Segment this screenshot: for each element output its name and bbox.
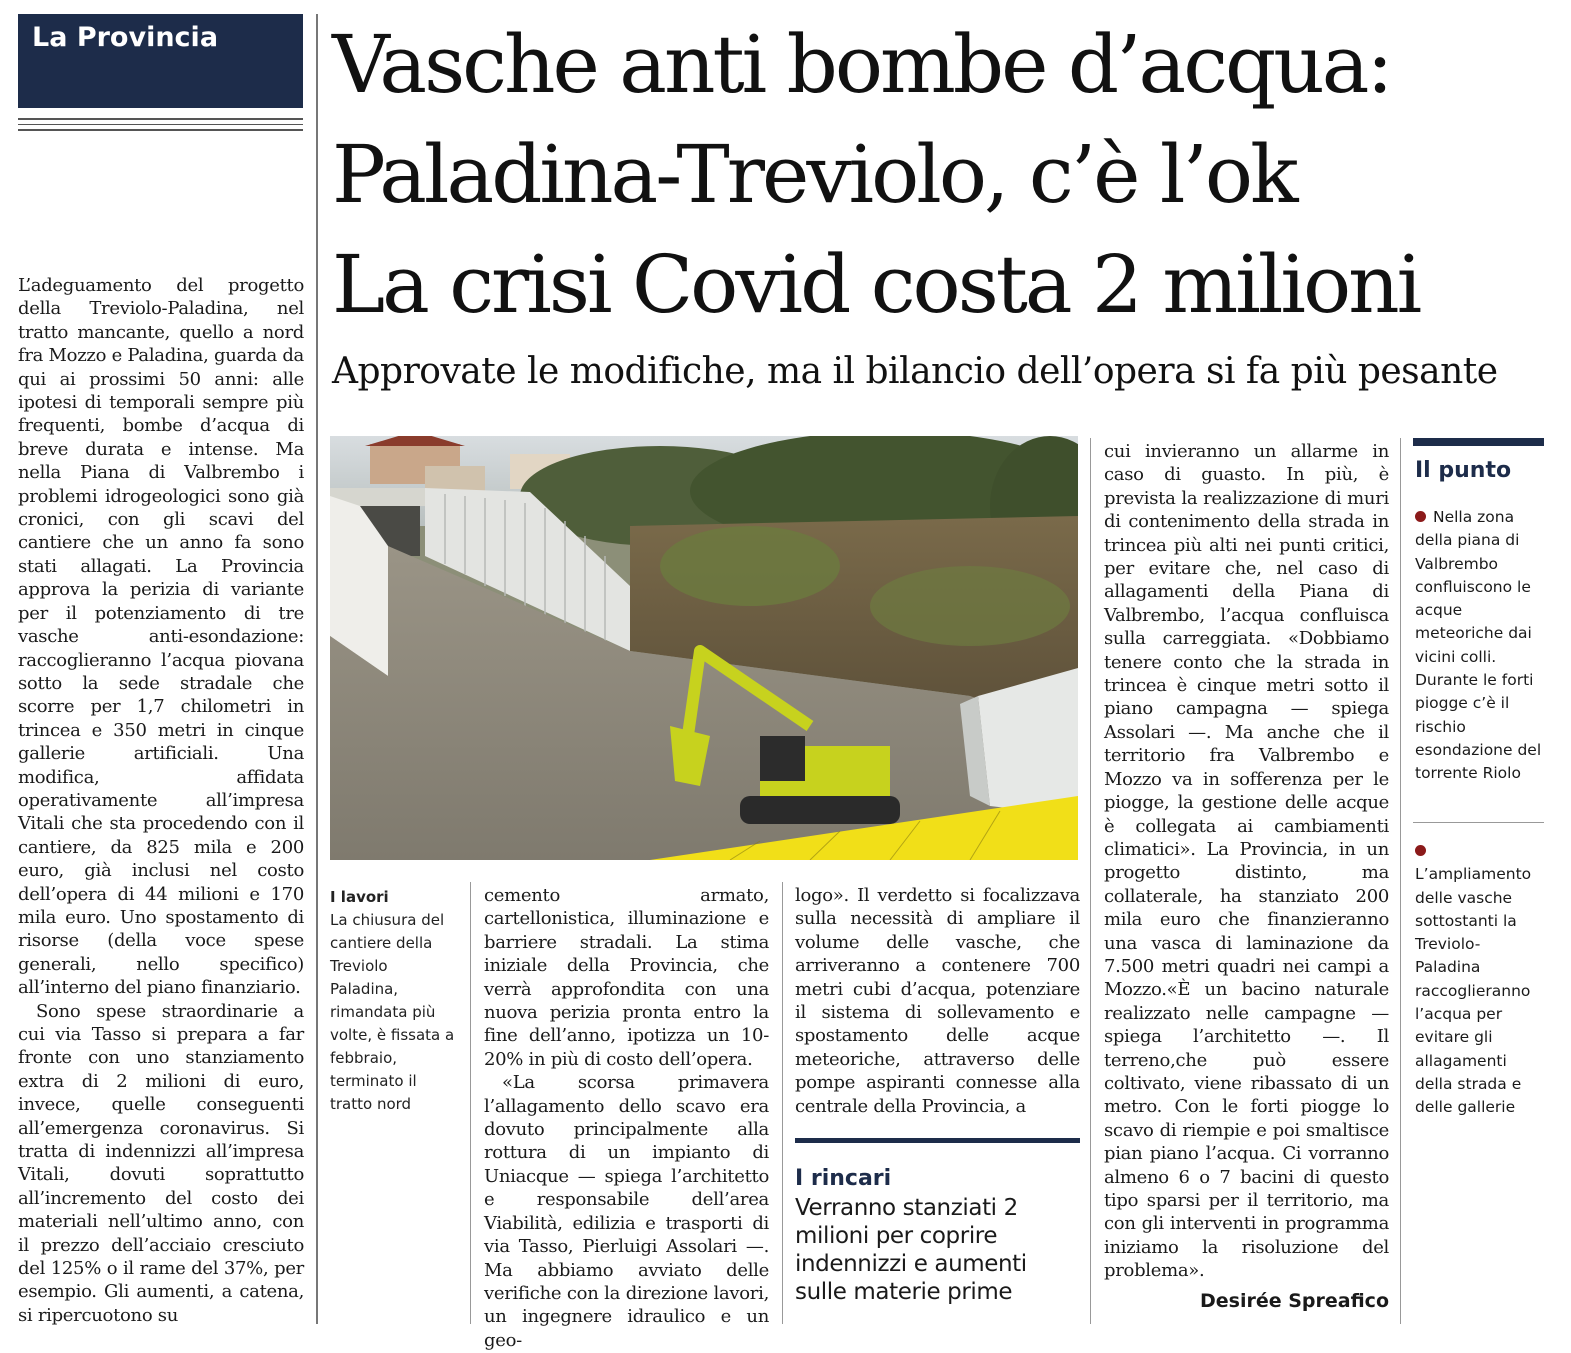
bullet-icon [1415,511,1426,522]
bullet-icon [1415,845,1426,856]
paragraph: Sono spese straordinarie a cui via Tasso si prepara a far fronte con uno stanziamento extra di 2 milioni di euro, invece, quelle conseguenti all’emergenza coronavirus. Si tratta di indennizzi all’impresa Vitali, dovuti soprattutto all’incremento del costo dei materiali nell’ultimo anno, con il prezzo dell’acciaio cresciuto del 125% o il rame del 37%, per esempio. Gli aumenti, a catena, si ripercuotono su [18,1000,304,1326]
article-column-1 [18,274,304,1327]
subheadline: Approvate le modifiche, ma il bilancio dell’opera si fa più pesante [332,351,1498,392]
headline-line-1: Vasche anti bombe d’acqua: [332,18,1391,111]
masthead-rules [18,118,303,135]
caption-title: I lavori [330,888,389,906]
sidebar-separator [1413,822,1544,823]
article-column-3 [795,884,1080,1118]
construction-site-photo [330,436,1078,860]
column-divider [1090,438,1091,1324]
sidebar-item-text: L’ampliamento delle vasche sottostanti la Treviolo-Paladina raccoglieranno l’acqua per evitare gli allagamenti della strada e delle gallerie [1415,865,1532,1117]
column-divider-left [316,14,318,1324]
sidebar-rule [1413,438,1544,446]
rincari-title: I rincari [795,1166,892,1191]
column-divider [782,882,783,1324]
sidebar-title: Il punto [1415,458,1512,483]
article-column-4 [1104,440,1389,1283]
paragraph: «La scorsa primavera l’allagamento dello scavo era dovuto principalmente alla rottura di un impianto di Uniacque — spiega l’architetto e responsabile dell’area Viabilità, edilizia e trasporti di via Tasso, Pierluigi Assolari —. Ma abbiamo avviato delle verifiche con la direzione lavori, un ingegnere idraulico e un geo- [484,1072,769,1351]
byline: Desirée Spreafico [1200,1290,1389,1312]
headline [332,10,1562,340]
photo-caption [330,886,455,1116]
article-column-2 [484,884,769,1352]
paragraph: L’adeguamento del progetto della Treviolo-Paladina, nel tratto mancante, quello a nord fra Mozzo e Paladina, guarda da qui ai prossimi 50 anni: alle ipotesi di temporali sempre più frequenti, bombe d’acqua di breve durata e intense. Ma nella Piana di Valbrembo i problemi idrogeologici sono già cronici, con gli scavi del cantiere che un anno fa sono stati allagati. La Provincia approva la perizia di variante per il potenziamento di tre vasche anti-esondazione: raccoglieranno l’acqua piovana sotto la sede stradale che scorre per 1,7 chilometri in trincea e 350 metri in cinque gallerie artificiali. Una modifica, affidata operativamente all’impresa Vitali che sta procedendo con il cantiere, da 825 mila e 200 euro, già inclusi nel costo dell’opera di 44 milioni e 170 mila euro. Uno spostamento di risorse (della voce spese generali, nello specifico) all’interno del piano finanziario. [18,275,304,999]
caption-text: La chiusura del cantiere della Treviolo Paladina, rimandata più volte, è fissata a febbraio, terminato il tratto nord [330,911,455,1113]
photo-illustration [330,436,1078,860]
headline-line-2: Paladina-Treviolo, c’è l’ok [332,128,1296,221]
column-divider [470,882,471,1324]
headline-line-3: La crisi Covid costa 2 milioni [332,238,1420,331]
sidebar-item-text: Nella zona della piana di Valbrembo confluiscono le acque meteoriche dai vicini colli. Durante le forti piogge c’è il rischio esondazione del torrente Riolo [1415,508,1542,783]
paragraph: cui invieranno un allarme in caso di guasto. In più, è prevista la realizzazione di muri di contenimento della strada in trincea più alti nei punti critici, per evitare che, nel caso di allagamenti della Piana di Valbrembo, l’acqua confluisca sulla carreggiata. «Dobbiamo tenere conto che la strada in trincea è cinque metri sotto il piano campagna — spiega Assolari —. Ma anche che il territorio fra Valbrembo e Mozzo va in sofferenza per le piogge, la gestione delle acque è collegata ai cambiamenti climatici». La Provincia, in un progetto distinto, ma collaterale, ha stanziato 200 mila euro che finanzieranno una vasca di laminazione da 7.500 metri quadri nei campi a Mozzo.«È un bacino naturale realizzato nelle campagne — spiega l’architetto —. Il terreno,che può essere coltivato, viene ribassato di un metro. Con le forti piogge lo scavo di riempie e poi smaltisce pian piano l’acqua. Ci vorranno almeno 6 o 7 bacini di questo tipo sparsi per il territorio, ma con gli interventi in programma iniziamo la risoluzione del problema». [1104,441,1389,1282]
sidebar-item [1415,506,1545,786]
column-divider [1400,438,1401,1324]
rincari-rule [795,1138,1080,1143]
rincari-box [795,1164,1080,1306]
rincari-text: Verranno stanziati 2 milioni per coprire indennizzi e aumenti sulle materie prime [795,1195,1027,1305]
paragraph: logo». Il verdetto si focalizzava sulla necessità di ampliare il volume delle vasche, che arriveranno a contenere 700 metri cubi d’acqua, potenziare il sistema di sollevamento e spostamento delle acque meteoriche, attraverso delle pompe aspiranti connesse alla centrale della Provincia, a [795,885,1080,1117]
sidebar-item [1415,840,1545,1120]
paragraph: cemento armato, cartellonistica, illuminazione e barriere stradali. La stima iniziale della Provincia, che verrà approfondita con una nuova perizia pronta entro la fine dell’anno, ipotizza un 10-20% in più di costo dell’opera. [484,885,769,1070]
newspaper-name: La Provincia [32,22,219,53]
masthead-box [18,14,303,108]
